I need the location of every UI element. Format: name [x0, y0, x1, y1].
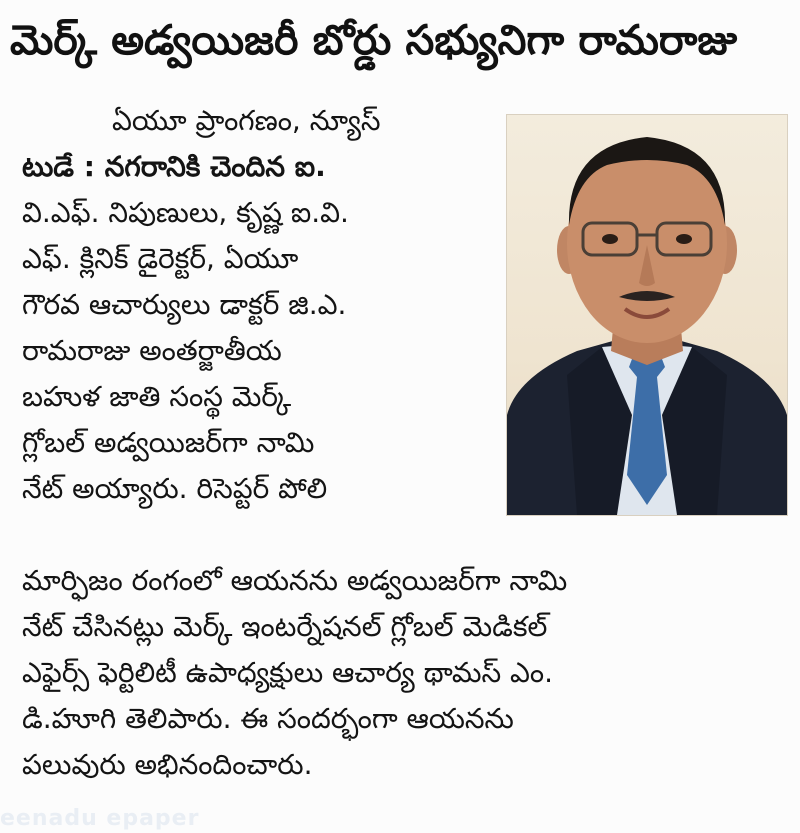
- article-wide-text: [22, 558, 782, 788]
- article-column: [22, 98, 492, 512]
- portrait-photo: [506, 114, 788, 516]
- article-line: ఎఫ్. క్లినిక్ డైరెక్టర్, ఏయూ: [22, 242, 299, 275]
- article-line: మార్ఫిజం రంగంలో ఆయనను అడ్వయిజర్‌గా నామి: [22, 564, 568, 597]
- article-line: గౌరవ ఆచార్యులు డాక్టర్ జి.ఎ.: [22, 288, 347, 321]
- article-line: బహుళ జాతి సంస్థ మెర్క్: [22, 380, 292, 413]
- article-line: నేట్ అయ్యారు. రిసెప్టర్ పోలి: [22, 472, 328, 505]
- article-line: డి.హూగి తెలిపారు. ఈ సందర్భంగా ఆయనను: [22, 702, 514, 735]
- article-line: ఏయూ ప్రాంగణం, న్యూస్: [112, 104, 381, 137]
- article-line: రామరాజు అంతర్జాతీయ: [22, 334, 282, 367]
- portrait-illustration: [507, 115, 787, 515]
- right-eye: [676, 234, 692, 244]
- watermark: eenadu epaper: [0, 806, 200, 831]
- article-line: గ్లోబల్ అడ్వయిజర్‌గా నామి: [22, 426, 315, 459]
- left-eye: [602, 234, 618, 244]
- article-line: వి.ఎఫ్. నిపుణులు, కృష్ణ ఐ.వి.: [22, 196, 349, 229]
- article-line: టుడే : నగరానికి చెందిన ఐ.: [22, 150, 326, 183]
- article-line: ఎఫైర్స్ ఫెర్టిలిటీ ఉపాధ్యక్షులు ఆచార్య థామస్ ఎం.: [22, 656, 554, 689]
- headline: మెర్క్ అడ్వయిజరీ బోర్డు సభ్యునిగా రామరాజు: [10, 16, 738, 64]
- article-line: నేట్ చేసినట్లు మెర్క్ ఇంటర్నేషనల్ గ్లోబల్ మెడికల్: [22, 610, 548, 643]
- article-line: పలువురు అభినందించారు.: [22, 748, 313, 781]
